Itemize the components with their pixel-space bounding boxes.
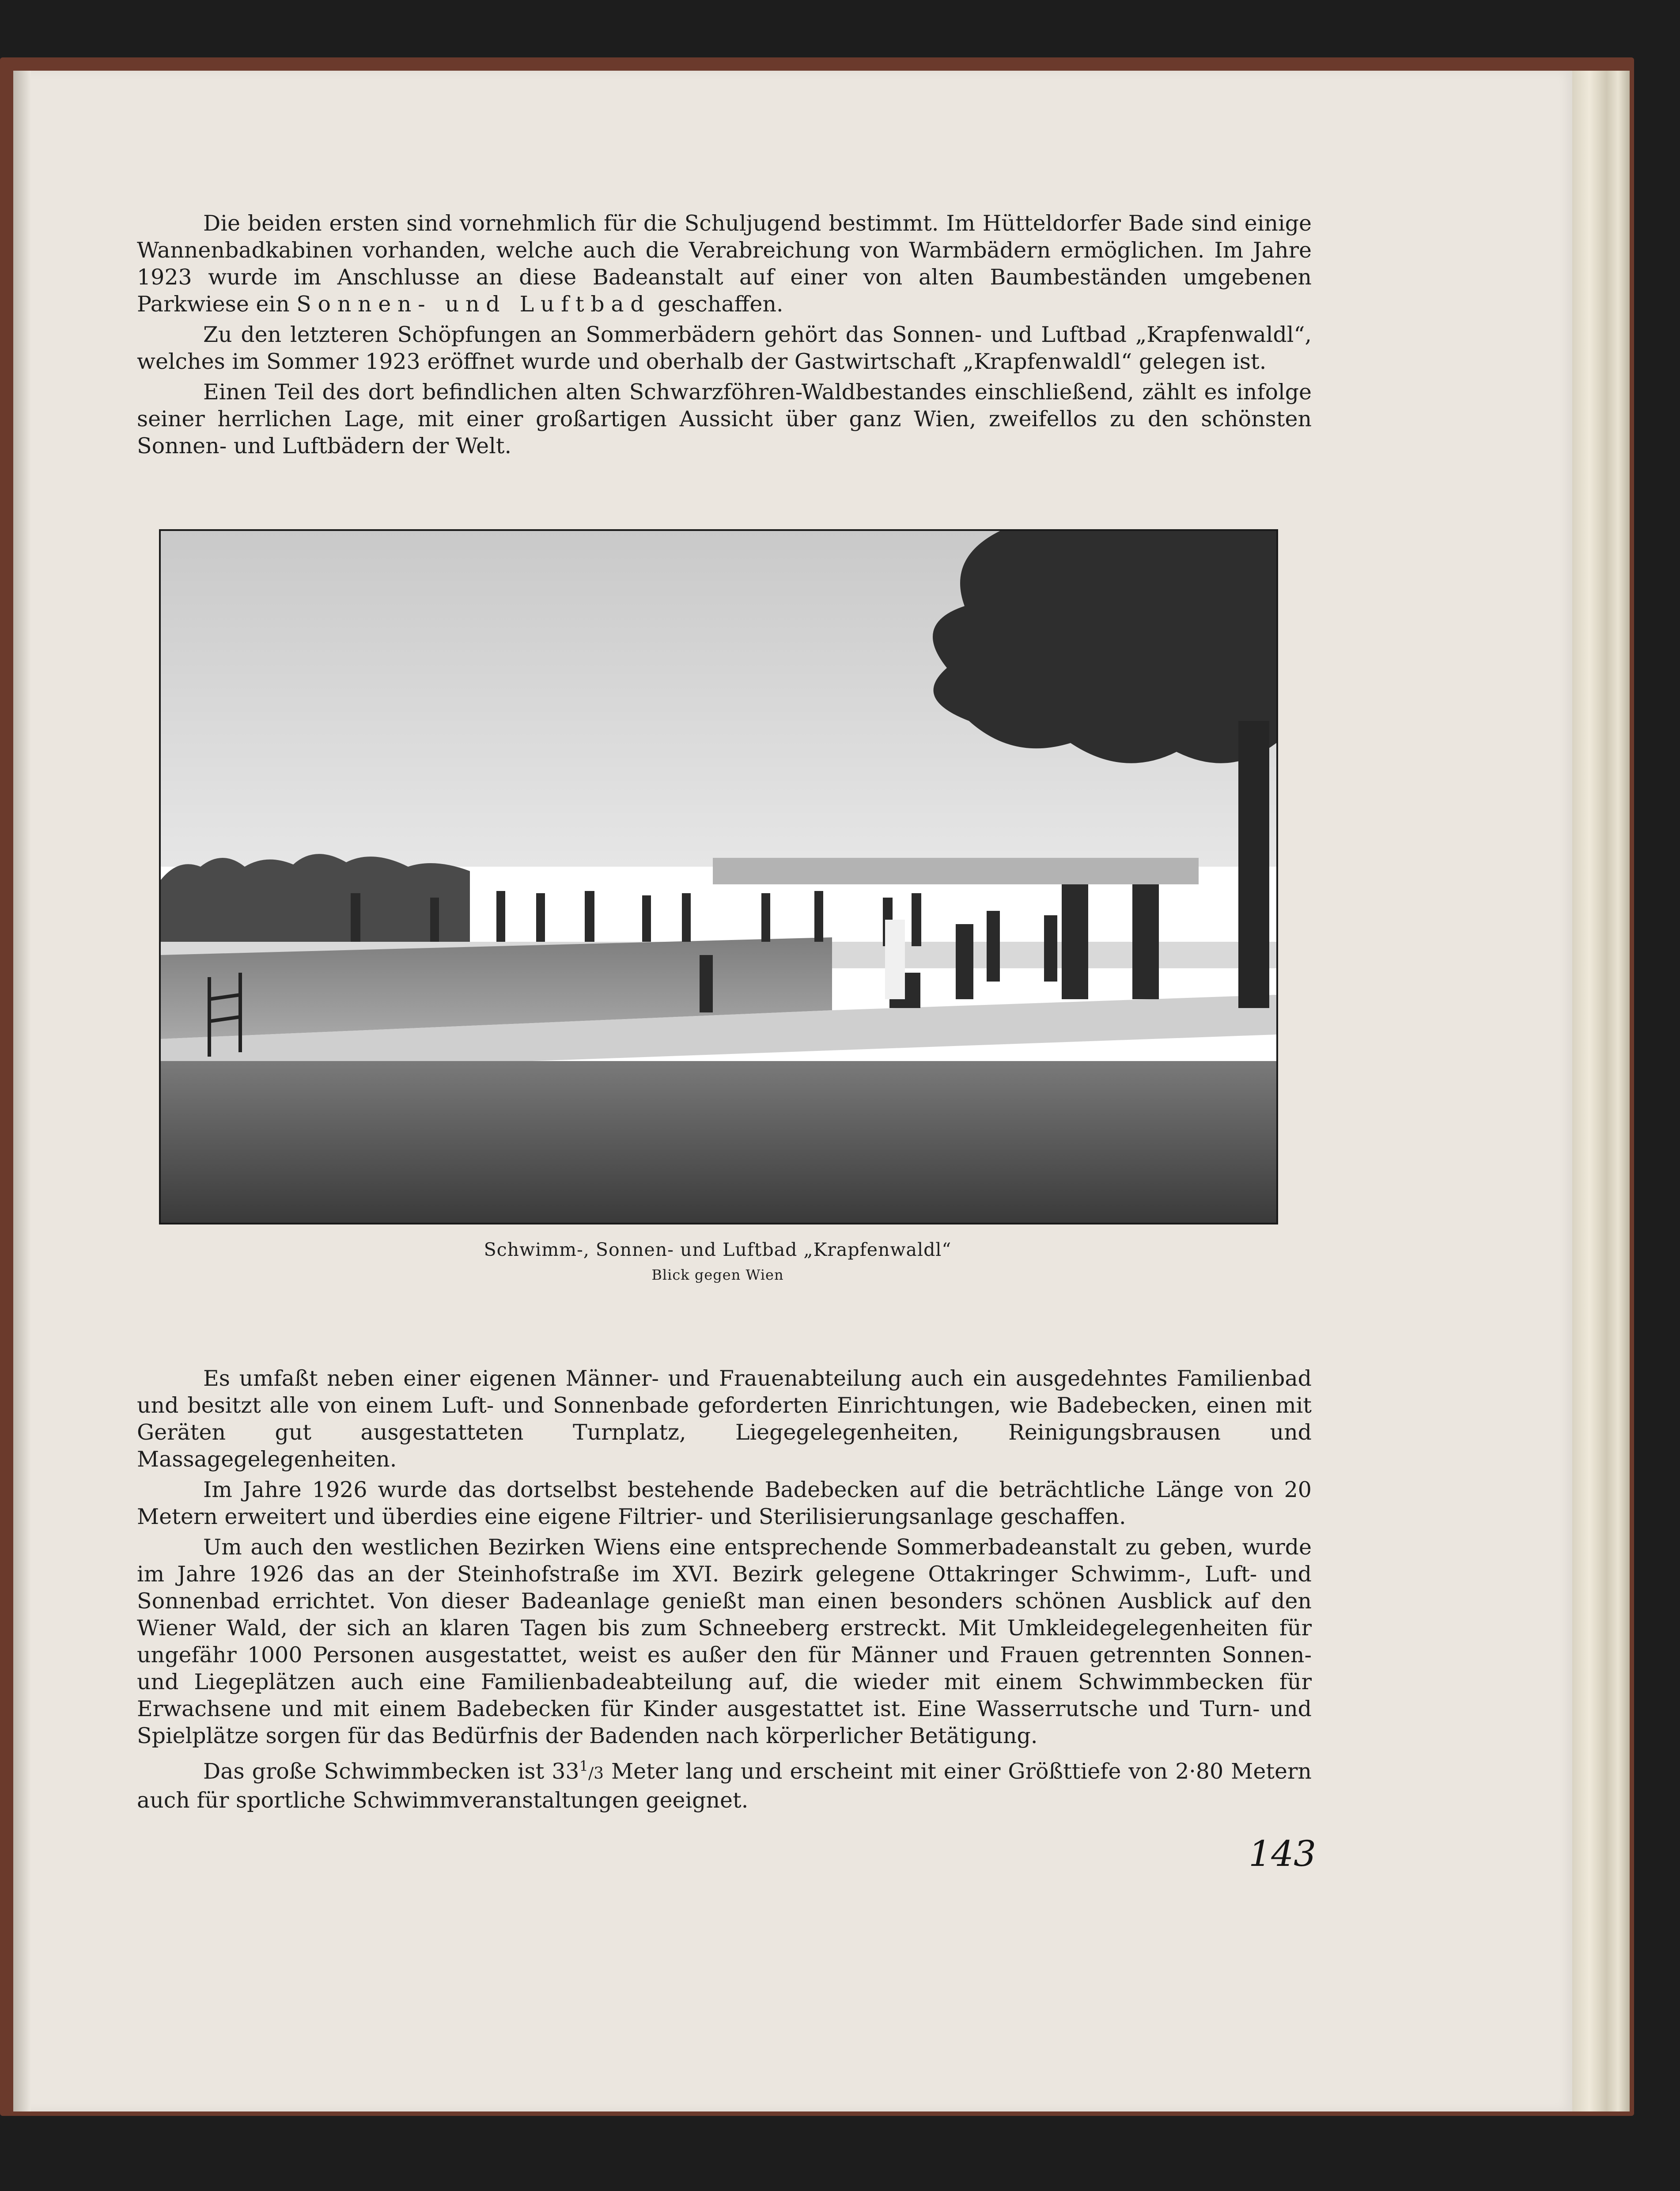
tree-line [161,854,470,946]
text-block-bottom [137,1365,1312,1814]
paragraph: Es umfaßt neben einer eigenen Männer- und Frauenabteilung auch ein ausgedehntes Familienbad und besitzt alle von einem Luft- und Sonnenbade geforderten Einrichtungen, wie Badebecken, einen mit Geräten gut ausgestatteten Turnplatz, Liegegelegenheiten, Reinigungsbrausen und Massagegelegenheiten. [137,1366,1312,1472]
paragraph: Im Jahre 1926 wurde das dortselbst bestehende Badebecken auf die beträchtliche Länge von 20 Metern erweitert und überdies eine eigene Filtrier- und Sterilisierungsanlage geschaffen. [137,1477,1312,1529]
pool-photo-illustration [161,531,1276,1223]
distant-city [713,858,1199,884]
figure-subcaption: Blick gegen Wien [651,1266,784,1283]
paragraph: Einen Teil des dort befindlichen alten Schwarzföhren-Waldbestandes einschließend, zählt es infolge seiner herrlichen Lage, mit einer großartigen Aussicht über ganz Wien, zweifellos zu den schönsten Sonnen- und Luftbädern der Welt. [137,379,1312,459]
paragraph-text: Das große Schwimmbecken ist 33 [203,1759,579,1784]
fraction-numerator: 1 [579,1758,588,1774]
page-edges [1572,71,1630,2111]
lawn [161,1061,1276,1223]
text-block-top [137,210,1312,459]
big-tree [933,531,1276,763]
paragraph-text: Meter lang und erscheint mit einer Größttiefe von 2·80 Metern auch für sportliche Schwimmveranstaltungen geeignet. [137,1759,1312,1813]
paragraph [137,210,1312,318]
figure-caption: Schwimm-, Sonnen- und Luftbad „Krapfenwaldl“ [484,1239,952,1260]
photograph [159,529,1278,1224]
fraction-denominator: /3 [588,1764,604,1783]
standing-figure [885,920,905,999]
page-number: 143 [1249,1833,1316,1874]
page-gutter [13,71,31,2111]
paragraph-text: geschaffen. [651,292,783,317]
paragraph: Um auch den westlichen Bezirken Wiens eine entsprechende Sommerbadeanstalt zu geben, wurde im Jahre 1926 das an der Steinhofstraße im XVI. Bezirk gelegene Ottakringer Schwimm-, Luft- und Sonnenbad errichtet. Von dieser Badeanlage genießt man einen besonders schönen Ausblick auf den Wiener Wald, der sich an klaren Tagen bis zum Schneeberg erstreckt. Mit Umkleidegelegenheiten für ungefähr 1000 Personen ausgestattet, weist es außer den für Männer und Frauen getrennten Sonnen- und Liegeplätzen auch eine Familienbadeabteilung auf, die wieder mit einem Schwimmbecken für Erwachsene und mit einem Badebecken für Kinder ausgestattet ist. Eine Wasserrutsche und Turn- und Spielplätze sorgen für das Bedürfnis der Badenden nach körperlicher Betätigung. [137,1535,1312,1748]
paragraph [137,1753,1312,1814]
spaced-emphasis: Sonnen- und Luftbad [296,292,651,317]
paragraph-text: Die beiden ersten sind vornehmlich für die Schuljugend bestimmt. Im Hütteldorfer Bade sind einige Wannenbadkabinen vorhanden, welche auch die Verabreichung von Warmbädern ermöglichen. Im Jahre 1923 wurde im Anschlusse an diese Badeanstalt auf einer von alten Baumbeständen umgebenen Parkwiese ein [137,211,1312,317]
paragraph: Zu den letzteren Schöpfungen an Sommerbädern gehört das Sonnen- und Luftbad „Krapfenwaldl“, welches im Sommer 1923 eröffnet wurde und oberhalb der Gastwirtschaft „Krapfenwaldl“ gelegen ist. [137,322,1312,374]
tree-trunk [1238,721,1269,1008]
